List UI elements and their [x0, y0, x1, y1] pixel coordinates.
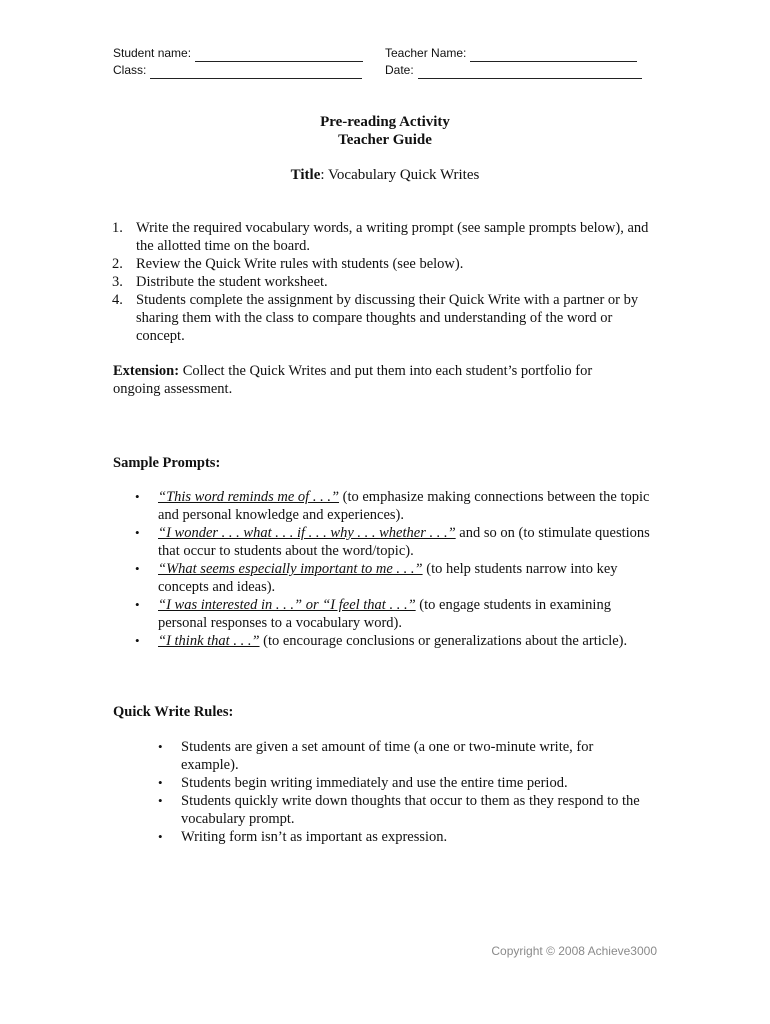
- prompt-item: [135, 632, 658, 650]
- page-subtitle: Teacher Guide: [338, 132, 432, 148]
- teacher-name-field[interactable]: [470, 48, 637, 62]
- rule-item: [158, 738, 651, 774]
- prompt-phrase: “I was interested in . . .” or “I feel that . . .”: [158, 597, 416, 613]
- prompt-phrase: “What seems especially important to me . . .”: [158, 561, 423, 577]
- sample-prompts-heading: Sample Prompts:: [113, 455, 221, 471]
- rules-heading: Quick Write Rules:: [113, 704, 234, 720]
- prompt-item: [135, 596, 658, 632]
- sample-prompts-list: [135, 488, 658, 650]
- rule-item: [158, 792, 651, 828]
- extension-paragraph: [113, 362, 633, 398]
- class-label: Class:: [113, 63, 147, 77]
- bullet-icon: •: [135, 489, 140, 504]
- prompt-item: [135, 524, 658, 560]
- bullet-icon: •: [135, 633, 140, 648]
- prompt-desc: (to encourage conclusions or generalizations about the article).: [259, 633, 628, 649]
- prompt-desc: (to help students narrow into key concepts and ideas).: [158, 561, 618, 595]
- extension-text: Collect the Quick Writes and put them into each student’s portfolio for ongoing assessment.: [113, 363, 593, 397]
- rule-text: Students quickly write down thoughts that occur to them as they respond to the vocabulary prompt.: [181, 793, 640, 827]
- step-item: [112, 255, 662, 273]
- step-item: [112, 219, 662, 255]
- class-row: [113, 62, 363, 79]
- rules-list: [158, 738, 651, 846]
- prompt-item: [135, 488, 658, 524]
- student-name-field[interactable]: [195, 48, 363, 62]
- teacher-name-label: Teacher Name:: [385, 46, 467, 60]
- bullet-icon: •: [158, 829, 163, 844]
- bullet-icon: •: [135, 525, 140, 540]
- prompt-phrase: “I wonder . . . what . . . if . . . why . . . whether . . .”: [158, 525, 456, 541]
- step-number: 1.: [112, 220, 123, 236]
- date-label: Date:: [385, 63, 414, 77]
- prompt-desc: and so on (to stimulate questions that occur to students about the word/topic).: [158, 525, 650, 559]
- step-number: 3.: [112, 274, 123, 290]
- step-number: 2.: [112, 256, 123, 272]
- prompt-phrase: “I think that . . .”: [158, 633, 260, 649]
- date-field[interactable]: [418, 65, 642, 79]
- prompt-item: [135, 560, 658, 596]
- date-row: [385, 62, 642, 79]
- header-left: [113, 45, 363, 79]
- extension-label: Extension:: [113, 363, 180, 379]
- step-number: 4.: [112, 292, 123, 308]
- student-name-label: Student name:: [113, 46, 192, 60]
- step-text: Students complete the assignment by discussing their Quick Write with a partner or by sharing them with the class to compare thoughts and understanding of the word or concept.: [136, 292, 639, 344]
- class-field[interactable]: [150, 65, 362, 79]
- copyright-notice: Copyright © 2008 Achieve3000: [491, 944, 657, 958]
- header-right: [385, 45, 642, 79]
- rule-item: [158, 774, 651, 792]
- prompt-phrase: “This word reminds me of . . .”: [158, 489, 340, 505]
- step-text: Review the Quick Write rules with students (see below).: [136, 256, 464, 272]
- steps-list: [112, 219, 662, 345]
- step-text: Write the required vocabulary words, a writing prompt (see sample prompts below), and the allotted time on the board.: [136, 220, 649, 254]
- rule-text: Students begin writing immediately and use the entire time period.: [181, 775, 568, 791]
- teacher-name-row: [385, 45, 642, 62]
- bullet-icon: •: [135, 561, 140, 576]
- student-name-row: [113, 45, 363, 62]
- prompt-desc: (to engage students in examining personal responses to a vocabulary word).: [158, 597, 611, 631]
- bullet-icon: •: [158, 775, 163, 790]
- bullet-icon: •: [158, 739, 163, 754]
- title-value: : Vocabulary Quick Writes: [320, 167, 480, 183]
- bullet-icon: •: [135, 597, 140, 612]
- page-title: Pre-reading Activity: [320, 114, 450, 130]
- rule-item: [158, 828, 651, 846]
- step-item: [112, 273, 662, 291]
- rule-text: Writing form isn’t as important as expression.: [181, 829, 448, 845]
- step-text: Distribute the student worksheet.: [136, 274, 328, 290]
- prompt-desc: (to emphasize making connections between the topic and personal knowledge and experiences).: [158, 489, 650, 523]
- step-item: [112, 291, 662, 345]
- bullet-icon: •: [158, 793, 163, 808]
- activity-title: [0, 166, 770, 184]
- rule-text: Students are given a set amount of time (a one or two-minute write, for example).: [181, 739, 594, 773]
- title-label: Title: [290, 167, 321, 183]
